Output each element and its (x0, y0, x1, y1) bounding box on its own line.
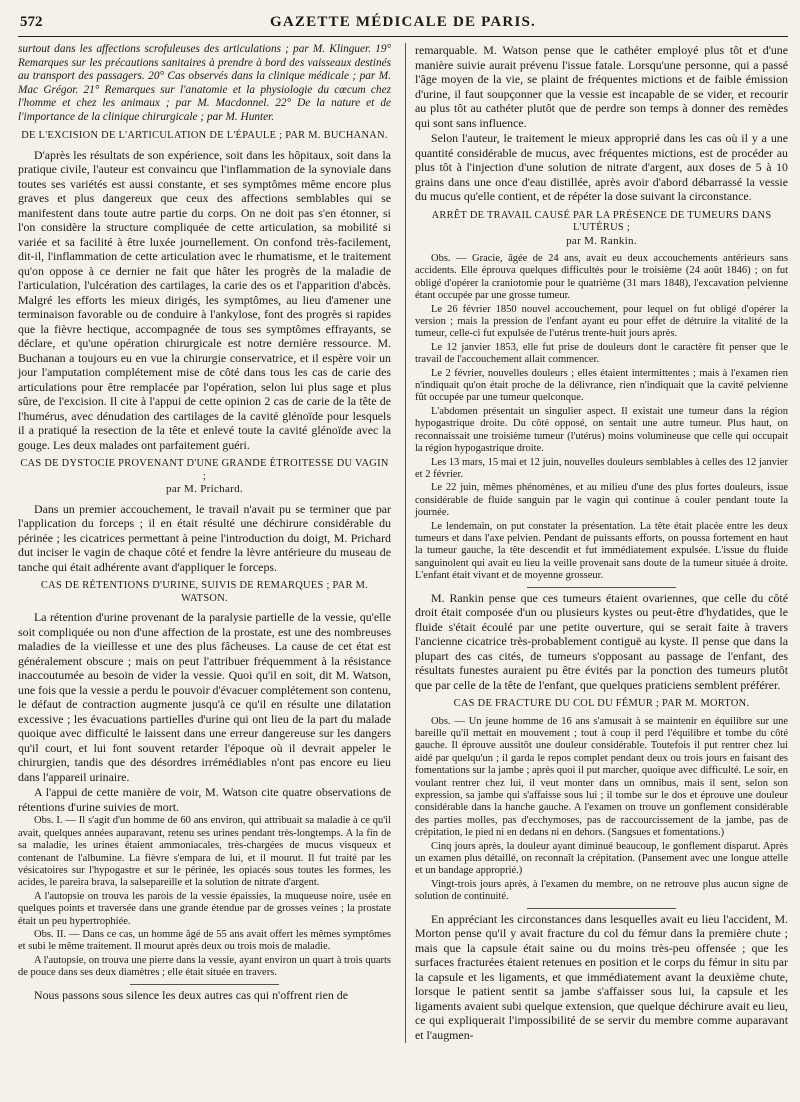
section-title-rankin (415, 210, 788, 249)
observation: Le 22 juin, mêmes phénomènes, et au milieu d'une des plus fortes douleurs, issue considérable de fluide sanguin par le vagin qui continue à couler pendant toute la journée. (415, 482, 788, 519)
observation: L'abdomen présentait un singulier aspect. Il existait une tumeur dans la région hypogastrique droite. Du côté opposé, on sentait une autre tumeur. Plus haut, on reconnaissait une troisième tumeur (l'utérus) moins volumineuse que celle qui occupait la région hypogastrique droite. (415, 405, 788, 455)
observation: Le 26 février 1850 nouvel accouchement, pour lequel on fut obligé d'opérer la version ; mais la pression de l'enfant ayant eu pour effet de détruire la vitalité de la tumeur, celle-ci fut expulsée de l'utérus trente-huit jours après. (415, 303, 788, 340)
observation: Le 12 janvier 1853, elle fut prise de douleurs dont le caractère fit penser que le travail de l'accouchement allait commencer. (415, 341, 788, 366)
observation: A l'autopsie, on trouva une pierre dans la vessie, ayant environ un quart à trois quarts de pouce dans ses deux diamètres ; elle était située en travers. (18, 954, 391, 979)
paragraph: remarquable. M. Watson pense que le cathéter employé plus tôt et d'une manière suivie aurait prévenu l'issue fatale. Lorsqu'une personne, qui a passé l'âge moyen de la vie, se plaint de fréquentes mictions et de faible émission d'urine, il faut soupçonner que la vessie est incapable de se vider, et recourir au plus tôt au cathéter plutôt que de perdre son temps à donner des remèdes qui sont sans influence. (415, 43, 788, 130)
observation: Vingt-trois jours après, à l'examen du membre, on ne retrouve plus aucun signe de solution de continuité. (415, 878, 788, 903)
section-author: par M. Prichard. (166, 483, 243, 496)
paragraph: Selon l'auteur, le traitement le mieux approprié dans les cas où il y a une quantité considérable de mucus, avec fréquentes mictions, est de procéder au plus tôt à l'injection d'une solution de nitrate d'argent, aux doses de 5 à 10 grains dans une once d'eau distillée, après avoir d'abord débarrassé la vessie du mucus qu'elle contient, et de répéter la dose suivant la circonstance. (415, 131, 788, 203)
journal-title: GAZETTE MÉDICALE DE PARIS. (270, 14, 536, 30)
section-title-buchanan: DE L'EXCISION DE L'ARTICULATION DE L'ÉPAULE ; PAR M. BUCHANAN. (21, 130, 388, 142)
observation: Obs. — Un jeune homme de 16 ans s'amusait à se maintenir en équilibre sur une bareille qu'il mettait en mouvement ; tout à coup il perd l'équilibre et tombe du côté gauche. Il éprouve aussitôt une douleur considérable. Toutefois il put rentrer chez lui aidé par quelqu'un ; il garda le repos complet pendant deux ou trois jours en faisant des fomentations sur la jambe ; après quoi il put marcher, quoique avec difficulté. Le soir, en voulant rentrer chez lui, il veut monter dans un omnibus, mais il sent, selon son expression, sa jambe qui s'affaisse sous lui ; il tombe sur le dos et éprouve une douleur considérable dans la hanche gauche. A l'examen on trouve un gonflement considérable des parties molles, pas d'ecchymoses, pas de raccourcissement de la jambe, pas de crépitation, le pied ni en dedans ni en dehors. (Sangsues et fomentations.) (415, 715, 788, 839)
section-title-morton: CAS DE FRACTURE DU COL DU FÉMUR ; PAR M. MORTON. (453, 698, 750, 710)
page-number: 572 (20, 14, 43, 30)
observation: Le lendemain, on put constater la présentation. La tête était placée entre les deux tumeurs et dans l'axe pelvien. Pendant de puissants efforts, on poussa fortement en haut la tumeur gauche, la tête descendit et fut immédiatement expulsée. L'issue du fluide sanguinolent qui avait eu lieu la veille provenait sans doute de la tumeur située à droite. L'enfant était vivant et de moyenne grosseur. (415, 520, 788, 582)
paragraph: La rétention d'urine provenant de la paralysie partielle de la vessie, qu'elle soit compliquée ou non d'une affection de la prostate, est une des nombreuses maladies de la vieillesse et une des plus fâcheuses. La cause de cet état est généralement obscure ; mais on peut l'attribuer fréquemment à la résistance inaccoutumée au besoin de vider la vessie. Quoi qu'il en soit, dit M. Watson, une fois que la vessie a perdu le pouvoir d'évacuer complétement son contenu, le défaut de contraction augmente jusqu'à ce qu'il en résulte une dilatation excessive ; les évacuations partielles d'urine qui ont lieu de la part du malade quoique avec difficulté le laissent dans une erreur dangereuse sur les dangers qu'il court, et lui font souvent retarder l'époque où il devrait appeler le chirurgien, tandis que des désordres irrémédiables n'ont pas encore eu lieu dans l'appareil urinaire. (18, 610, 391, 784)
page-header (18, 14, 788, 37)
observation: Obs. — Gracie, âgée de 24 ans, avait eu deux accouchements antérieurs sans accidents. Elle éprouva quelques difficultés pour le troisième (24 août 1846) ; on fut obligé d'opérer la craniotomie pour le quatrième (31 mars 1848), l'excavation pelvienne étant occupée par une grosse tumeur. (415, 253, 788, 302)
divider (527, 908, 676, 909)
observation: Les 13 mars, 15 mai et 12 juin, nouvelles douleurs semblables à celles des 12 janvier et 2 février. (415, 456, 788, 480)
observation: Obs. I. — Il s'agit d'un homme de 60 ans environ, qui attribuait sa maladie à ce qu'il avait, quelques années auparavant, retenu ses urines pendant très-longtemps. A la fin de sa maladie, les urines étaient ammoniacales, très-chargées de mucus visqueux et contenant de l'albumine. La fièvre s'empara de lui, et il mourut. Il fut traité par les vésicatoires sur l'hypogastre et sur le périnée, les opiacés sous toutes les formes, les acides, le pareira brava, la salsepareille et la solution de nitrate d'argent. (18, 815, 391, 889)
observation: Obs. II. — Dans ce cas, un homme âgé de 55 ans avait offert les mêmes symptômes et subi le même traitement. Il mourut après deux ou trois mois de maladie. (18, 928, 391, 953)
observation: Cinq jours après, la douleur ayant diminué beaucoup, le gonflement disparut. Après un examen plus détaillé, on reconnaît la crépitation. (Pansement avec une longue attelle et un bandage approprié.) (415, 840, 788, 877)
paragraph: Nous passons sous silence les deux autres cas qui n'offrent rien de (34, 987, 348, 1002)
section-title-text: ARRÊT DE TRAVAIL CAUSÉ PAR LA PRÉSENCE DE TUMEURS DANS L'UTÉRUS ; (431, 209, 772, 233)
section-title-text: CAS DE DYSTOCIE PROVENANT D'UNE GRANDE ÉTROITESSE DU VAGIN ; (20, 458, 389, 482)
section-title-prichard (18, 458, 391, 497)
observation: A l'autopsie on trouva les parois de la vessie épaissies, la muqueuse noire, usée en quelques points et traversée dans une grande étendue par de grosses veines ; la prostate était un peu hypertrophiée. (18, 890, 391, 927)
paragraph: M. Rankin pense que ces tumeurs étaient ovariennes, que celle du côté droit était composée d'un ou plusieurs kystes ou peut-être d'hydatides, que le fluide s'était écoulé par une petite ouverture, qui se serait faite à travers l'ancienne cicatrice très-probablement contiguë au kyste. Il pense que dans la plupart des cas cités, de tumeurs s'opposant au passage de l'enfant, des résultats funestes auraient pu être évités par la ponction des tumeurs plutôt que par celle de la tête de l'enfant, que quelques praticiens semblent préférer. (415, 590, 788, 692)
two-column-body (18, 43, 788, 1043)
paragraph: D'après les résultats de son expérience, soit dans les hôpitaux, soit dans la pratique civile, l'auteur est convaincu que l'inflammation de la synoviale dans toutes ses variétés est aussi constante, et ses symptômes même encore plus graves et plus dangereux que ceux des affections semblables qui se manifestent dans toute autre partie du corps. On ne doit pas s'en étonner, si l'on considère la structure compliquée de cette articulation, sa mobilité si variée et sa facilité à être luxée journellement. On confond très-facilement, dit-il, l'inflammation de cette articulation avec le rhumatisme, et le traitement qu'on oppose à ce dernier ne fait que hâter les progrès de la maladie de l'articulation, l'ulcération des cartilages, la carie des os et l'apparition d'abcès. Malgré les efforts les mieux dirigés, les symptômes, au lieu d'amener une terminaison favorable ou de conduire à l'ankylose, font des progrès si rapides que la fièvre hectique, accompagnée de tous ses symptômes effrayants, se déclare, et qu'une opération chirurgicale est notre dernière ressource. M. Buchanan a toujours eu en vue la chirurgie conservatrice, et il espère voir un jour l'amputation complétement mise de côté dans tous les cas de carie des articulations pour être remplacée par l'opération, selon lui plus sage et plus sûre, de l'excision. Il cite à l'appui de cette opinion 2 cas de carie de la tête de l'humérus, avec dénudation des cartilages de la cavité glénoïde pour lesquels il a pratiqué la resection de la tête et enlevé toute la cavité glénoïde avec la gouge. Les deux malades ont parfaitement guéri. (18, 147, 391, 452)
divider (527, 587, 676, 588)
divider (130, 984, 279, 985)
observation: Le 2 février, nouvelles douleurs ; elles étaient intermittentes ; mais à l'examen rien n'indiquait qu'on était proche de la délivrance, rien n'indiquait que la cavité pelvienne fût occupée par une tumeur quelconque. (415, 367, 788, 404)
section-author: par M. Rankin. (566, 234, 637, 247)
section-title-watson: CAS DE RÉTENTIONS D'URINE, SUIVIS DE REMARQUES ; PAR M. WATSON. (40, 580, 369, 604)
paragraph: Dans un premier accouchement, le travail n'avait pu se terminer que par l'application du forceps ; il en était résulté une déchirure considérable du périnée ; les cicatrices permettant à peine l'introduction du doigt, M. Prichard dut inciser le vagin de chaque côté et fendre la lèvre antérieure du museau de tanche qui était adhérente avant d'appliquer le forceps. (18, 501, 391, 574)
intro-paragraph: surtout dans les affections scrofuleuses des articulations ; par M. Klinguer. 19° Remarques sur les précautions sanitaires à prendre à bord des vaisseaux destinés au transport des passagers. 20° Cas observés dans la clinique médicale ; par M. Mac Grégor. 21° Remarques sur l'anatomie et la physiologie du cœcum chez l'homme et chez les animaux ; par M. Macdonnel. 22° De la nature et de l'importance de la clinique chirurgicale ; par M. Hunter. (18, 43, 391, 123)
right-column (405, 43, 788, 1043)
left-column (18, 43, 391, 1043)
paragraph: En appréciant les circonstances dans lesquelles avait eu lieu l'accident, M. Morton pense qu'il y avait fracture du col du fémur dans la première chute ; mais que la capsule était saine ou du moins très-peu offensée ; que les surfaces fracturées étaient retenues en position et le corps du fémur in situ par la capsule et les ligaments, et que immédiatement avant la deuxième chute, lorsque le patient sentit sa jambe s'affaisser sous lui, la capsule et les ligaments avaient subi quelque extension, que quelque déchirure avait eu lieu, ce qui expliquerait l'impossibilité de se servir du membre comme auparavant et l'augmen- (415, 911, 788, 1042)
paragraph: A l'appui de cette manière de voir, M. Watson cite quatre observations de rétentions d'urine suivies de mort. (18, 785, 391, 814)
